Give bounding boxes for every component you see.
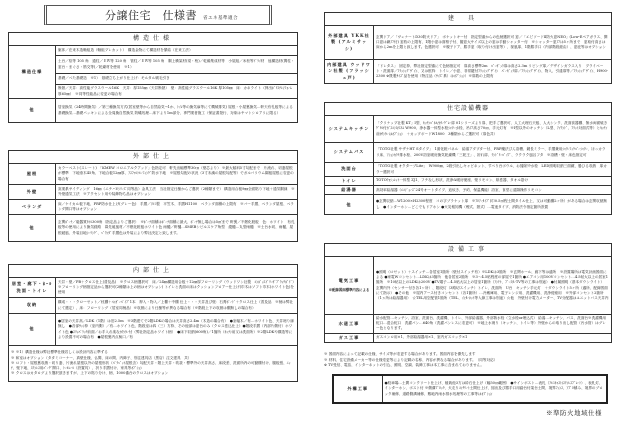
exterior-balcony-label: ベランダ [9,200,56,215]
exterior-header: 外部仕上 [9,151,298,164]
electrical-sublabel: ※配線図面標準内容による [328,288,370,293]
exterior-balcony-value: 床／ケイカル板下地、FRP防水仕上げ(グレー色) 手摺／ｱﾙﾐ製 平笠木、手摺H1100 ベランダ面積の上限有 ※バー手摺、ベランダ屋根、ベランダ開口等はオプション [56,200,298,215]
interior-note-3: ※ ロフト・屋根裏収納・切り妻、片流れ屋根以外の屋根形状（ﾊﾟﾗﾍﾟｯﾄ屋根含）勾配天井・階上天井・吹抜・標準外の天井高さ、床段差、洗面所内の可動棚付け、腰板張、ﾆｯﾁ、壁下地、ｽﾃﾝﾚｽ用ﾊﾞｰｸﾞ開口、ﾄｰﾙﾚｰﾙ（設置具）、折り手摺付け、家具等ｵﾌﾟｼｮﾝ [11,360,291,371]
interior-storage-value: 構成・・・クローゼット／枕棚＋ﾊﾝｶﾞｰﾊﾟｲﾌﾟ1本 押入・物入／上棚＋中棚 仕上・・・天井及び壁：石膏ﾎﾞｰﾄﾞ＋クロス仕上（普及品 ※柄は弊社にて選定）、床：フローリング（居室同柄品）※収納により仕様等が異なる場合有（※階段上下の収納は棚無しの場合有） [56,298,298,314]
interior-note-4: ※ クロスはカタログより選択頂きますが、上下の貼り分け、柄、1000番台のクロスはオプション [11,371,169,376]
equipment-vanity-value: 「TOTO社製 オクターブLite」 W900㎜、2段引出しキャビネット、すべり台ボウル、お掃除ﾗｸ水栓 LED照明収納三面鏡、曇ひる収納 扉カラー選択可 [374,163,612,177]
utility-electrical-value: ●照明（ロゼット）＋スイッチ…各居室1箇所（壁付スイッチ有）※LDKは3箇所 ※玄関ホール、廊下等は適所 ※設置場所は電気計画図面による ●家電Wコンセント…LDKは3箇所 他各居室2箇所 ※3～4.5帖程度の部屋で1箇所 ●エアコン用100Vコンセント…4.5帖大以上の居室1箇所 ※10帖以上のLDKは200V ●TV端子…4.5帖大以上の居室1箇所（ｱﾝﾃﾅ、ﾌﾞｰｽﾀｰTV等の工事は別途） ●付属照明（基本ダウンライト） 玄関内外（センサー付き各1ヶ所）、階段灯（3路切スイッチ）トイレ、洗面所 U台 キッチン手元灯 ＋ダウンライト5ヶ所（適所、配線図面にて指示） ●その他 ※屋内アース付きコンセント（各1箇所）…冷蔵庫用、電子レンジ用、洗濯機用、洗浄便座用 ※外部コンセント2箇所（1ヵ所は給湯器用） ☆TEL用空配管1箇所（TEL、ｲﾝﾀｰﾈｯﾄ等入線工事は別途）☆他 外壁付け電力メーター、TV分配器はユニットバス天井内 [374,257,612,315]
utility-work-header: 設備工事 [325,244,612,257]
interior-room-value: 天井・壁／PB＋クロス仕上(普及品) ※クロス柄選択可 床／24㎜構造用合板＋12㎜厚フローリング（ウッドワン社製 ｴﾝﾎﾞｯｽﾄﾞﾘｰｷﾞﾌﾞﾗｯｸﾎﾞﾄﾞ） ※フローリング柄指定品から選択可(2種類は上の柄はオプション) トイレと洗面の床はクッションフロアー仕上げ(巾木はソフト巾木(ホワイト色)を使用 [56,278,298,298]
structure-row-label: 構造仕様 [9,46,56,99]
title-main-text: 分譲住宅 仕様書 [105,9,197,22]
fixtures-interior-value: 「ドレタス」 固定枠、弊社指定型番にて色柄指定可 扉高さ標準2m ﾊﾞｰｷﾞｭﾗ扉は高さ2.3m リビング扉／デザインガラス入り プライベート・洗面扉／ﾌﾗｯｼｭﾃﾞｻﾞｲﾝ、又は框枠 トイレ／小窓、非常鍵付ﾌﾗｯｼｭﾃﾞｻﾞｲﾝ ﾊﾞｰｷﾞｭﾗ扉／ﾌﾗｯｼｭﾃﾞｻﾞｲﾝ、物入、引違扉等／ﾌﾗｯｼｭﾃﾞｻﾞｲﾝ、H900-2300 ※既製ｻｲｽﾞ品を使用（特注品（ｻｲｽﾞ系）はｵﾌﾟｼｮﾝ）※扉数の上限有 [374,60,612,84]
utility-gas-label: ガス工事 [325,333,374,342]
interior-header: 内部仕上 [9,265,298,278]
exterior-wall-label: 外壁 [9,185,56,200]
exterior-other-label: 他 [9,215,56,242]
equipment-table [324,102,612,215]
exterior-finish-table [8,150,298,242]
equipment-bath-value: 「TOTO社製 サザナHT Sタイプ」 1面化粧パネル 給湯アダプター付、FRP魔法びん浴槽、鏡長ミラー、手摺兼用ｼｬﾜｰﾌｯｸﾊﾞｰｼｬﾜｰ、ほっカラリ床、ｱｼｮﾝｶﾗﾘ排水栓、200V浴室暖房換気乾燥機「三乾王」、折れ扉、ﾗﾝﾄﾞﾘｰﾊﾟｲﾌﾟ、ラクラク風呂フタ ※浴槽・壁・床色指定可 [374,143,612,163]
fixtures-interior-label: 内部建具 ウッドワン社製 (フラッシュ戸) [325,60,374,84]
interior-notes [9,346,298,382]
utility-electrical-label [325,257,374,315]
exterior-work-value: ●駐車場…土間コンクリート仕上げ、植栽他3方は砕石仕上げ（幅50㎝範囲） ●サインポスト…表札（ｱﾙﾐｷｬｽﾄ/ｽﾃﾝﾚｽﾌﾟﾚｰﾄ）、表札灯、インターホン、ポスト付 ※側溝ﾌﾞﾛｯｸ、犬走りｺﾝｸﾘｰﾄ土間仕上げ、掃出及び勝手口用踏台付架台土間、境界ﾌｪﾝｽ、ｱﾌﾟﾛ積み、境界のブロック補修、道路側溝補修、敷地内雨水排水処理等の工事等はｵﾌﾟｼｮﾝ [382,375,607,403]
structure-foundation: 基礎／べた基礎造 ※1） 基礎立ち上がり仕上げ：モルタル刷毛引き [56,74,298,85]
utility-plumbing-value: 給水配管…キッチン、浴室、洗面台、洗濯機、トイレ、外部給湯器、外部散水栓（立水栓or埋込式） 給湯…キッチン、バス、洗面台※洗濯機用蛇口…混合蛇口 洗濯パン…640角（洗濯パンレスに変更可） ※地上水廻り（キッチン、トイレ等）外壁からの取り出し配管（汚水管）はグレー色となります。 [374,315,612,334]
exterior-roof-label: 屋根 [9,164,56,185]
fixtures-table [324,12,612,84]
structure-members: 土台／桧等 105 角 通柱／ＥＷ等 120 角 管柱／ＥＷ等 105 角 胴上横架材(梁・桁)／乾燥集成材等 小屋組／米松等ﾄﾞﾗｲ材 他構造材(間柱・窓台・まぐさ・筋交等)／乾燥材を使用 ※1） [56,56,298,74]
interior-note-1: ※ ※1）構造仕様は弊社標準仕様若しくは設計内容に準ずる [11,350,108,355]
document-title [105,7,238,23]
equipment-toilet-label: トイレ [325,177,374,186]
structure-frame: 躯体／在来木造軸組造（軸組プレカット） 構造金物にて構造材を緊結（在来工法） [56,46,298,56]
fixtures-header: 建具 [325,13,612,26]
equipment-bath-label: システムバス [325,143,374,163]
document-title-banner [44,5,272,25]
interior-other-value: ●居室の天井高／LDK（1階）は旧2.5m ※3階建てで2階LDKの場合は天井高さ2.4m（木造の場合有） ●室幅木／有…ホワイト色、天井廻り縁無し ●各部ｻｯｼ枠（室内側）／有…ホワイト色、階段室は四（三）方枠、その他部は窓台のみ（クロス巻込仕上）●階段手摺（内部片側付）ホワイト色 ●ｽﾘｯﾊﾟﾗｯｸ前面／お手入れ楽なｶｳﾝﾀｰ付（弊社指定品ホワイト柄） ●床下収納(600角)／1箇所（ｷｯﾁﾝ前又は洗面所）※2階LDKや構造等により設置不可の場合有 ●屋根裏内点検口／有 [56,314,298,346]
fixtures-exterior-value: 玄関ドア／「ヴェナートD30防火ドア」 ポケットキー付 指定型番からの色柄選択可 窓／「エピソードⅡ防火窓NEO」(Low-Eペアガラス、開口窓は網戸付) 窓枚の上限有、1階小窓は面格子付、腰窓大サイズ以上の窓は手動シャッター付 ※シャッター窓戸は5ヶ所まで 窓取付高さは床から2mを上限と致します。色選択可 ※親子ドア、勝手窓（取り付け出窓等）、採風扉、1階勝手口（内部階段経由）、窓庇等はオプション [374,26,612,60]
equipment-other-value: ●玄関収納…W1200×H2300程度 コの字ブラケット扉 ※ﾌﾛｱｰﾀｲﾌﾟ(巾0.5㎡程土間タイル仕上、又は可動棚2ヶ所）がある場合は玄関収納無し ●インターホン…どこでもドアホン ●火災報知機（煙式、熱式）…電池タイプ、消防法令指定箇所設置 [374,195,612,215]
equipment-kitchen-label: システムキッチン [325,116,374,143]
structure-header: 構造仕様 [9,33,298,46]
equipment-kitchen-value: 「クリナップ社製 KT」I型、ｷｯﾁﾝﾊﾟﾈﾙ/ｶﾗｰｸﾞﾚｰ扉 01シリーズより扉、把手ご選択可、人工大理石天板、人大シンク、洗面食器棚、無水両面焼きｸﾞﾘﾙ付ｶﾞｽｺﾝﾛ/ｽﾘﾑ W900、浄水器一体型水栓ｼｬﾜｰ水栓、吊戸高さ70㎝、手元灯有 ※I型以外のキッチン（L型、ｱｲﾗﾝﾄﾞ、ﾌﾗｯﾄ対面式等）とｷｯﾁﾝ前ｶｳﾝﾀｰはｵﾌﾟｼｮﾝ ＋カップボードW1800 3種類からご選択可（扉色共） [374,116,612,143]
utility-note-1: ※ 図面内容によって記載の仕様、サイズ等が変更する場合があります。図面内容を優先します [324,352,476,356]
electrical-label-text: 電気工事 [338,277,360,283]
interior-storage-label: 収納 [9,298,56,314]
utility-work-table [324,243,612,343]
utility-gas-value: ガスコンロ用×1、外部給湯器用×1、室内ガスコック×1 [374,333,612,342]
utility-note-3: ※ TV受信、電話、インターネットの引込、照明、空調、装飾工事は本工事に含まれておりません。 [324,363,484,368]
exterior-roof-value: カラーベスト(スレート) 「KMEW コロニアルクアッド」色指定可 軒先出幅標準30㎝（壁芯より） ※最大傾斜5寸勾配まで 片流れ、切妻屋根が標準 下地垂木45角、下地合板12㎜厚、ｱｽﾌｧﾙﾄﾙｰﾌｨﾝｸﾞ防水下地 ※屋根勾配の状況（3寸未満の屋根勾配等）でガルバリウム鋼板屋根に変更の場合有 [56,164,298,185]
exterior-other-value: 玄関ﾎﾟｰﾁ／磁器質ﾀｲﾙ300角（指定品よりご選択） ※ﾎﾟｰﾁ面積はﾎﾟｰﾁ面積に最大、ﾎﾟｰﾁ無し場合は5㎡まで 軒裏／不燃化粧板 色：ホワイト 有孔板等の使用により換気経路 鼻先破風材／不燃化粧板ホワイト色 雨樋／軒樋…SMEBシビルスケア角型 縦樋…丸型雨樋 ※土台水切、雨樋、屋根破風、外装目地ｼｰﾘﾝｸﾞ、ﾍﾞﾗﾝﾀﾞ手摺色は外装により弊社決定と致します。 [56,215,298,242]
structure-spec-table [8,32,298,123]
equipment-water-heater-label: 給湯器 [325,186,374,195]
interior-finish-table [8,264,298,382]
utility-note-2: ※ 材料、住宅設備メーカー等の仕様変更等により記載の名称、内容が異なる場合があります。（同等対応） [324,357,498,362]
equipment-header: 住宅設備機器 [325,103,612,116]
fixtures-exterior-label: 外部建具 YKK社製 (アルミサッシ) [325,26,374,60]
interior-other-label: 他 [9,314,56,346]
interior-room-label: 居室・廊下・ﾎｰﾙ 洗面・トイレ [9,278,56,298]
structure-other-value: 居室換気（24時間換気）／第三種換気方式(居室壁等から自然給気→1か、ﾄｲﾚ等の換気扇等にて機械排気) 屋根・小屋裏換気…軒天有孔板等による 基礎換気…基礎パッキンによる全周換自然換気 防蟻処理…床下より1m部分、専門業者施工（保証書発行、対象はヤマトシロアリに限る） [56,99,298,123]
structure-other-label: 他 [9,99,56,123]
equipment-toilet-value: TOTOｳｫｼｭﾚｯﾄ一体型 ZJ1、フチなし形状、洗浄&暖房便座、壁リモコン、紙巻器、タオル掛け [374,177,612,186]
interior-note-2: ※ 和室はオプション（タタミコーナー、真壁仕様、仏間、床の間、内障子、別注建具店（黒店）注文建具 共） [11,355,192,360]
fire-prevention-zone-note: ※準防火地域仕様 [546,409,602,417]
structure-insulation: 断熱／天井：高性能グラスウール16K 天井：厚155㎜（天井断熱） 壁：高性能グラスウール16K 厚105㎜ 床：カネライト（押出ﾎﾟﾘｽﾁﾚﾝﾌｫｰﾑ厚65㎜） ※同等性能品に変更の場合有 [56,85,298,99]
title-subtitle: 省エネ基準適合 [203,16,238,21]
exterior-work-table [332,374,608,404]
utility-plumbing-label: 水道工事 [325,315,374,334]
equipment-other-label: 他 [325,195,374,215]
equipment-water-heater-value: 高効率給湯器（ｴｺｼﾞｮｰｽﾞ24号オートタイプ、追炊き、予約、保温機能）浴室、食堂に遠隔操作リモコン [374,186,612,195]
exterior-work-label: 外構工事 [333,375,382,403]
exterior-wall-value: 窯業系サイディング 16㎜（ニチハVｼﾘｰｽﾞ同等品）金具工法 当社指定仕様からご選択（2種類まで） 構造用合板9㎜全面貼り下地＋通気胴縁 ※外壁通気工法 ※アクセント用や装飾物ち品はオプション [56,185,298,200]
utility-notes [324,352,497,369]
equipment-vanity-label: 洗面台 [325,163,374,177]
